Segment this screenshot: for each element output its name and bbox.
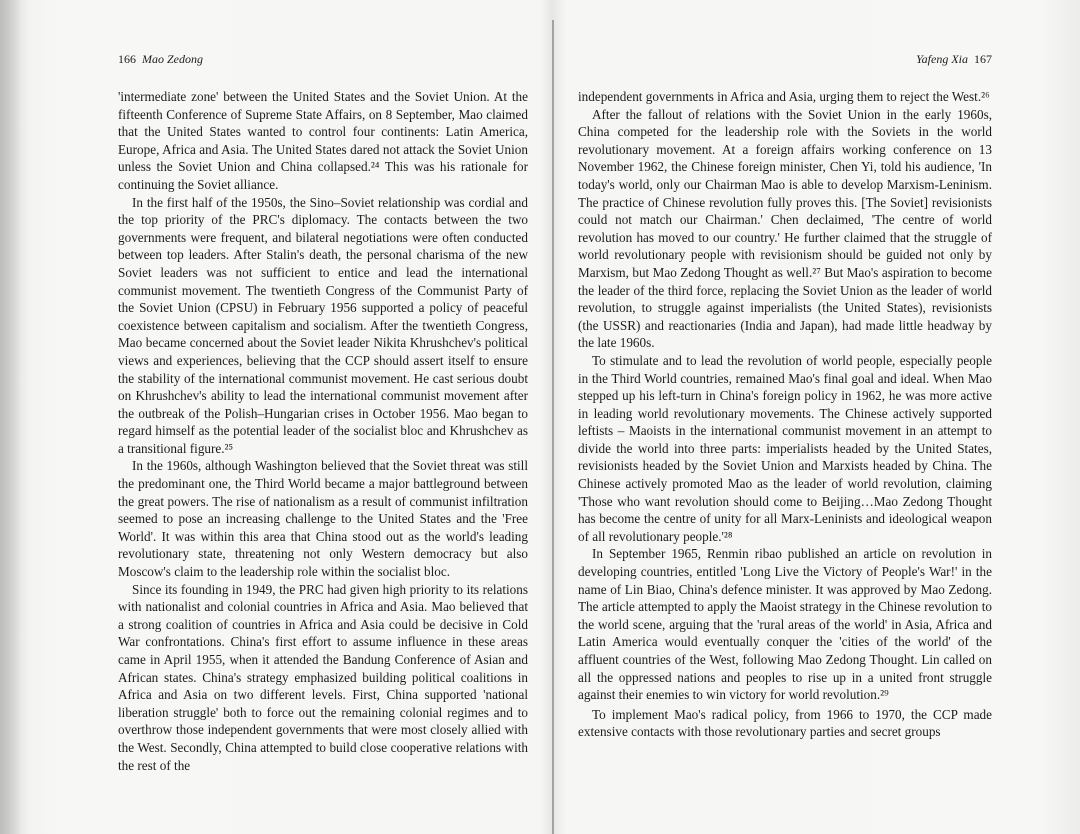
right-running-head-title: Yafeng Xia — [916, 52, 968, 66]
left-page — [118, 52, 528, 774]
left-paragraph-4: Since its founding in 1949, the PRC had given high priority to its relations with nationalist and colonial countries in Africa and Asia. Mao believed that a strong coalition of countries in Africa and Asia could be decisive in Cold War confrontations. China's first effort to assume influence in these areas came in April 1955, when it attended the Bandung Conference of Asian and African states. China's strategy emphasized building political coalitions in Africa and Asia on two different levels. First, China supported 'national liberation struggle' both to force out the remaining colonial regimes and to overthrow those independent governments that were most closely allied with the West. Secondly, China attempted to build close cooperative relations with the rest of the — [118, 581, 528, 773]
right-paragraph-2: After the fallout of relations with the Soviet Union in the early 1960s, China competed for the leadership role with the Soviets in the world revolutionary movement. At a foreign affairs working conference on 13 November 1962, the Chinese foreign minister, Chen Yi, told his audience, 'In today's world, only our Chairman Mao is able to develop Marxism-Leninism. The practice of Chinese revolution fully proves this. [The Soviet] revisionists could not match our Chairman.' Chen declaimed, 'The centre of world revolution has moved to our country.' He further claimed that the struggle of world revolutionary people with revisionism should be guided not only by Marxism, but Mao Zedong Thought as well.²⁷ But Mao's aspiration to become the leader of the third force, replacing the Soviet Union as the leader of world revolution, to struggle against imperialists (the United States), revisionists (the USSR) and reactionaries (India and Japan), had made little headway by the late 1960s. — [578, 106, 992, 351]
right-paragraph-3: To stimulate and to lead the revolution of world people, especially people in the Third World countries, remained Mao's final goal and ideal. When Mao stepped up his left-turn in China's foreign policy in 1962, he was more active in leading world revolutionary movements. The Chinese actively supported leftists – Maoists in the international communist movement in an attempt to divide the world into three parts: imperialists headed by the United States, revisionists headed by the Soviet Union and Marxists headed by China. The Chinese actively promoted Mao as the leader of world revolution, claiming 'Those who want revolution should come to Beijing…Mao Zedong Thought has become the centre of unity for all Marx-Leninists and ideological weapon of all revolutionary people.'²⁸ — [578, 352, 992, 544]
left-paragraph-3: In the 1960s, although Washington believed that the Soviet threat was still the predominant one, the Third World became a major battleground between the great powers. The rise of nationalism as a result of communist infiltration seemed to pose an increasing challenge to the United States and the 'Free World'. It was within this area that China stood out as the world's leading revolutionary state, threatening not only Western democracy but also Moscow's claim to the leadership role within the socialist bloc. — [118, 458, 528, 580]
right-page-number: 167 — [974, 52, 992, 66]
left-paragraph-1: 'intermediate zone' between the United States and the Soviet Union. At the fifteenth Conference of Supreme State Affairs, on 8 September, Mao claimed that the United States wanted to control four continents: Latin America, Europe, Africa and Asia. The United States dared not attack the Soviet Union unless the Soviet Union and China collapsed.²⁴ This was his rationale for continuing the Soviet alliance. — [118, 89, 528, 192]
left-page-number: 166 — [118, 52, 136, 66]
page-edge-shadow — [0, 0, 22, 834]
right-paragraph-1: independent governments in Africa and Asia, urging them to reject the West.²⁶ — [578, 89, 990, 104]
left-paragraph-2: In the first half of the 1950s, the Sino–Soviet relationship was cordial and the top priority of the PRC's diplomacy. The contacts between the two governments were frequent, and bilateral negotiations were often conducted between top leaders. After Stalin's death, the personal charisma of the new Soviet leaders was not sufficient to entice and lead the international communist movement. The twentieth Congress of the Communist Party of the Soviet Union (CPSU) in February 1956 supported a policy of peaceful coexistence between capitalism and socialism. After the twentieth Congress, Mao became concerned about the Soviet leader Nikita Khrushchev's political views and experiences, believing that the CCP should assert itself to ensure the stability of the international communist movement. He cast serious doubt on Khrushchev's ability to lead the international communist movement after the outbreak of the Polish–Hungarian crises in October 1956. Mao began to regard himself as the potential leader of the socialist bloc and Khrushchev as a transitional figure.²⁵ — [118, 194, 528, 456]
book-gutter — [552, 20, 554, 834]
left-running-head-title: Mao Zedong — [142, 52, 203, 66]
right-paragraph-4: In September 1965, Renmin ribao published an article on revolution in developing countries, entitled 'Long Live the Victory of People's War!' in the name of Lin Biao, China's defence minister. It was approved by Mao Zedong. The article attempted to apply the Maoist strategy in the Chinese revolution to the world scene, arguing that the 'rural areas of the world' in Asia, Africa and Latin America would eventually conquer the 'cities of the world' of the affluent countries of the West, following Mao Zedong Thought. Lin called on all the oppressed nations and peoples to rise up in a united front struggle against their enemies to win victory for world revolution.²⁹ — [578, 546, 992, 703]
left-running-head — [118, 52, 528, 68]
right-page — [578, 52, 992, 741]
right-body-text — [578, 88, 992, 741]
right-paragraph-5: To implement Mao's radical policy, from 1966 to 1970, the CCP made extensive contacts with those revolutionary parties and secret groups — [578, 706, 992, 740]
left-body-text — [118, 88, 528, 774]
right-running-head — [578, 52, 992, 68]
